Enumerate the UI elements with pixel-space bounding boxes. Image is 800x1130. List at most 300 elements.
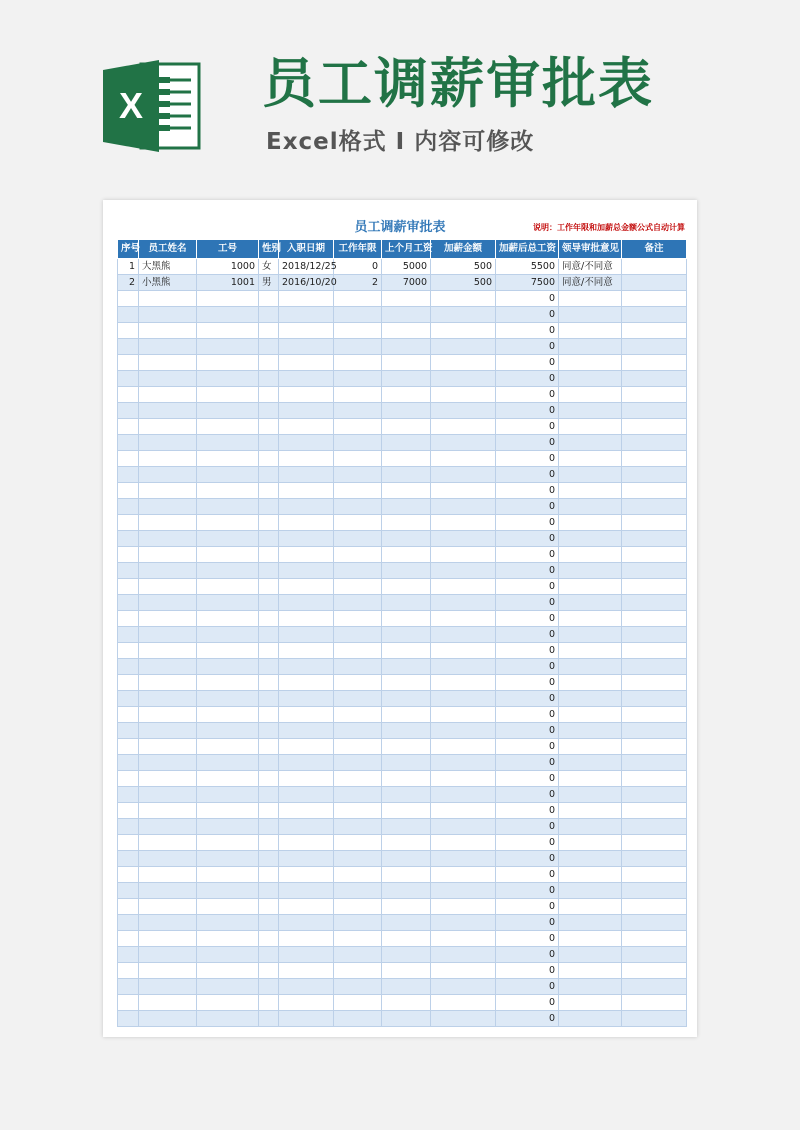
cell-name[interactable]	[139, 595, 197, 611]
cell-gender[interactable]	[259, 867, 279, 883]
cell-raise[interactable]	[431, 979, 496, 995]
cell-employee-id[interactable]	[197, 963, 259, 979]
cell-last-salary[interactable]	[382, 419, 431, 435]
col-header-index[interactable]: 序号	[118, 240, 139, 259]
cell-index[interactable]	[118, 627, 139, 643]
cell-years[interactable]	[334, 515, 382, 531]
cell-approval[interactable]	[559, 451, 622, 467]
cell-years[interactable]	[334, 819, 382, 835]
cell-gender[interactable]	[259, 963, 279, 979]
cell-new-salary[interactable]: 0	[496, 931, 559, 947]
cell-new-salary[interactable]: 0	[496, 323, 559, 339]
cell-employee-id[interactable]	[197, 947, 259, 963]
cell-remarks[interactable]	[622, 771, 687, 787]
cell-years[interactable]	[334, 483, 382, 499]
cell-remarks[interactable]	[622, 979, 687, 995]
cell-remarks[interactable]	[622, 803, 687, 819]
cell-new-salary[interactable]: 0	[496, 803, 559, 819]
cell-gender[interactable]	[259, 755, 279, 771]
cell-last-salary[interactable]	[382, 339, 431, 355]
cell-employee-id[interactable]	[197, 835, 259, 851]
cell-employee-id[interactable]	[197, 435, 259, 451]
cell-raise[interactable]	[431, 499, 496, 515]
cell-name[interactable]	[139, 355, 197, 371]
cell-raise[interactable]	[431, 787, 496, 803]
cell-name[interactable]	[139, 723, 197, 739]
cell-name[interactable]	[139, 579, 197, 595]
cell-years[interactable]	[334, 851, 382, 867]
cell-last-salary[interactable]	[382, 483, 431, 499]
cell-remarks[interactable]	[622, 467, 687, 483]
cell-index[interactable]	[118, 499, 139, 515]
cell-name[interactable]	[139, 499, 197, 515]
cell-approval[interactable]	[559, 403, 622, 419]
cell-gender[interactable]	[259, 723, 279, 739]
cell-hire-date[interactable]	[279, 899, 334, 915]
cell-name[interactable]	[139, 755, 197, 771]
cell-years[interactable]	[334, 675, 382, 691]
cell-years[interactable]	[334, 1011, 382, 1027]
cell-gender[interactable]	[259, 1011, 279, 1027]
cell-employee-id[interactable]	[197, 1011, 259, 1027]
cell-approval[interactable]	[559, 947, 622, 963]
cell-hire-date[interactable]	[279, 339, 334, 355]
cell-index[interactable]	[118, 419, 139, 435]
cell-gender[interactable]	[259, 435, 279, 451]
cell-raise[interactable]	[431, 803, 496, 819]
cell-remarks[interactable]	[622, 739, 687, 755]
cell-approval[interactable]	[559, 787, 622, 803]
col-header-remarks[interactable]: 备注	[622, 240, 687, 259]
cell-name[interactable]	[139, 403, 197, 419]
cell-years[interactable]	[334, 691, 382, 707]
cell-employee-id[interactable]: 1000	[197, 259, 259, 275]
cell-hire-date[interactable]	[279, 691, 334, 707]
cell-name[interactable]	[139, 819, 197, 835]
cell-gender[interactable]	[259, 947, 279, 963]
cell-employee-id[interactable]	[197, 419, 259, 435]
cell-new-salary[interactable]: 0	[496, 691, 559, 707]
cell-approval[interactable]	[559, 755, 622, 771]
cell-approval[interactable]	[559, 739, 622, 755]
cell-last-salary[interactable]	[382, 531, 431, 547]
cell-remarks[interactable]	[622, 563, 687, 579]
cell-remarks[interactable]	[622, 915, 687, 931]
cell-years[interactable]	[334, 627, 382, 643]
cell-name[interactable]	[139, 931, 197, 947]
cell-name[interactable]	[139, 963, 197, 979]
cell-new-salary[interactable]: 0	[496, 899, 559, 915]
cell-employee-id[interactable]	[197, 899, 259, 915]
cell-raise[interactable]	[431, 291, 496, 307]
cell-years[interactable]	[334, 931, 382, 947]
cell-gender[interactable]	[259, 771, 279, 787]
cell-gender[interactable]	[259, 563, 279, 579]
col-header-name[interactable]: 员工姓名	[139, 240, 197, 259]
cell-raise[interactable]	[431, 771, 496, 787]
cell-name[interactable]: 大黑熊	[139, 259, 197, 275]
cell-remarks[interactable]	[622, 419, 687, 435]
cell-gender[interactable]	[259, 355, 279, 371]
cell-last-salary[interactable]	[382, 371, 431, 387]
cell-new-salary[interactable]: 0	[496, 531, 559, 547]
col-header-gender[interactable]: 性别	[259, 240, 279, 259]
cell-new-salary[interactable]: 0	[496, 595, 559, 611]
cell-last-salary[interactable]	[382, 787, 431, 803]
cell-index[interactable]	[118, 611, 139, 627]
cell-employee-id[interactable]	[197, 467, 259, 483]
cell-last-salary[interactable]	[382, 803, 431, 819]
cell-remarks[interactable]	[622, 499, 687, 515]
cell-years[interactable]: 0	[334, 259, 382, 275]
cell-years[interactable]	[334, 611, 382, 627]
cell-remarks[interactable]	[622, 307, 687, 323]
cell-new-salary[interactable]: 0	[496, 339, 559, 355]
cell-years[interactable]	[334, 883, 382, 899]
cell-remarks[interactable]	[622, 627, 687, 643]
cell-index[interactable]	[118, 835, 139, 851]
cell-gender[interactable]	[259, 787, 279, 803]
cell-approval[interactable]	[559, 643, 622, 659]
cell-years[interactable]	[334, 899, 382, 915]
cell-new-salary[interactable]: 0	[496, 451, 559, 467]
cell-index[interactable]	[118, 563, 139, 579]
cell-approval[interactable]	[559, 659, 622, 675]
cell-raise[interactable]	[431, 435, 496, 451]
cell-employee-id[interactable]	[197, 547, 259, 563]
cell-name[interactable]	[139, 451, 197, 467]
cell-approval[interactable]	[559, 355, 622, 371]
cell-hire-date[interactable]: 2016/10/20	[279, 275, 334, 291]
cell-remarks[interactable]	[622, 819, 687, 835]
cell-raise[interactable]: 500	[431, 259, 496, 275]
cell-gender[interactable]	[259, 995, 279, 1011]
cell-last-salary[interactable]	[382, 515, 431, 531]
cell-employee-id[interactable]	[197, 755, 259, 771]
cell-index[interactable]	[118, 979, 139, 995]
cell-approval[interactable]	[559, 531, 622, 547]
cell-raise[interactable]	[431, 819, 496, 835]
cell-new-salary[interactable]: 0	[496, 467, 559, 483]
cell-index[interactable]	[118, 867, 139, 883]
cell-last-salary[interactable]	[382, 739, 431, 755]
cell-hire-date[interactable]	[279, 355, 334, 371]
cell-last-salary[interactable]	[382, 963, 431, 979]
cell-raise[interactable]	[431, 627, 496, 643]
cell-years[interactable]	[334, 707, 382, 723]
cell-raise[interactable]	[431, 835, 496, 851]
col-header-years[interactable]: 工作年限	[334, 240, 382, 259]
cell-raise[interactable]	[431, 371, 496, 387]
cell-index[interactable]	[118, 803, 139, 819]
cell-hire-date[interactable]	[279, 483, 334, 499]
cell-years[interactable]	[334, 339, 382, 355]
cell-new-salary[interactable]: 0	[496, 915, 559, 931]
cell-employee-id[interactable]	[197, 515, 259, 531]
cell-raise[interactable]	[431, 931, 496, 947]
cell-new-salary[interactable]: 0	[496, 707, 559, 723]
cell-last-salary[interactable]	[382, 675, 431, 691]
cell-hire-date[interactable]	[279, 291, 334, 307]
cell-new-salary[interactable]: 0	[496, 739, 559, 755]
cell-name[interactable]	[139, 771, 197, 787]
col-header-hire-date[interactable]: 入职日期	[279, 240, 334, 259]
cell-gender[interactable]: 女	[259, 259, 279, 275]
cell-raise[interactable]: 500	[431, 275, 496, 291]
cell-last-salary[interactable]	[382, 819, 431, 835]
cell-gender[interactable]	[259, 403, 279, 419]
cell-name[interactable]	[139, 435, 197, 451]
cell-raise[interactable]	[431, 707, 496, 723]
cell-new-salary[interactable]: 0	[496, 755, 559, 771]
cell-hire-date[interactable]	[279, 707, 334, 723]
cell-employee-id[interactable]	[197, 291, 259, 307]
cell-hire-date[interactable]	[279, 803, 334, 819]
cell-remarks[interactable]	[622, 483, 687, 499]
cell-years[interactable]	[334, 323, 382, 339]
cell-index[interactable]	[118, 707, 139, 723]
cell-remarks[interactable]	[622, 931, 687, 947]
cell-remarks[interactable]	[622, 1011, 687, 1027]
cell-years[interactable]	[334, 867, 382, 883]
cell-name[interactable]	[139, 627, 197, 643]
cell-years[interactable]	[334, 419, 382, 435]
cell-gender[interactable]	[259, 739, 279, 755]
cell-new-salary[interactable]: 0	[496, 851, 559, 867]
cell-years[interactable]	[334, 547, 382, 563]
cell-employee-id[interactable]	[197, 851, 259, 867]
cell-raise[interactable]	[431, 563, 496, 579]
cell-index[interactable]	[118, 915, 139, 931]
cell-remarks[interactable]	[622, 355, 687, 371]
cell-hire-date[interactable]	[279, 611, 334, 627]
cell-new-salary[interactable]: 0	[496, 675, 559, 691]
cell-name[interactable]	[139, 515, 197, 531]
cell-index[interactable]	[118, 579, 139, 595]
cell-new-salary[interactable]: 0	[496, 883, 559, 899]
cell-remarks[interactable]	[622, 259, 687, 275]
cell-raise[interactable]	[431, 451, 496, 467]
cell-approval[interactable]	[559, 691, 622, 707]
cell-raise[interactable]	[431, 387, 496, 403]
cell-years[interactable]: 2	[334, 275, 382, 291]
cell-new-salary[interactable]: 0	[496, 659, 559, 675]
cell-remarks[interactable]	[622, 611, 687, 627]
cell-name[interactable]	[139, 467, 197, 483]
cell-employee-id[interactable]	[197, 595, 259, 611]
cell-employee-id[interactable]	[197, 611, 259, 627]
cell-years[interactable]	[334, 435, 382, 451]
cell-employee-id[interactable]	[197, 707, 259, 723]
cell-last-salary[interactable]	[382, 595, 431, 611]
cell-remarks[interactable]	[622, 275, 687, 291]
cell-last-salary[interactable]	[382, 691, 431, 707]
cell-raise[interactable]	[431, 755, 496, 771]
cell-new-salary[interactable]: 0	[496, 307, 559, 323]
cell-hire-date[interactable]	[279, 467, 334, 483]
cell-years[interactable]	[334, 835, 382, 851]
cell-hire-date[interactable]: 2018/12/25	[279, 259, 334, 275]
cell-approval[interactable]	[559, 547, 622, 563]
cell-remarks[interactable]	[622, 515, 687, 531]
cell-index[interactable]	[118, 995, 139, 1011]
cell-name[interactable]	[139, 691, 197, 707]
cell-gender[interactable]	[259, 707, 279, 723]
cell-index[interactable]	[118, 739, 139, 755]
cell-new-salary[interactable]: 0	[496, 579, 559, 595]
cell-hire-date[interactable]	[279, 451, 334, 467]
cell-raise[interactable]	[431, 739, 496, 755]
cell-approval[interactable]	[559, 579, 622, 595]
cell-raise[interactable]	[431, 595, 496, 611]
cell-hire-date[interactable]	[279, 867, 334, 883]
cell-employee-id[interactable]	[197, 787, 259, 803]
cell-raise[interactable]	[431, 323, 496, 339]
cell-last-salary[interactable]	[382, 611, 431, 627]
cell-employee-id[interactable]	[197, 579, 259, 595]
cell-years[interactable]	[334, 659, 382, 675]
cell-gender[interactable]	[259, 851, 279, 867]
cell-hire-date[interactable]	[279, 1011, 334, 1027]
cell-years[interactable]	[334, 915, 382, 931]
cell-name[interactable]	[139, 835, 197, 851]
cell-approval[interactable]	[559, 931, 622, 947]
cell-years[interactable]	[334, 947, 382, 963]
cell-new-salary[interactable]: 0	[496, 787, 559, 803]
cell-employee-id[interactable]	[197, 915, 259, 931]
cell-years[interactable]	[334, 979, 382, 995]
cell-index[interactable]	[118, 483, 139, 499]
cell-index[interactable]	[118, 931, 139, 947]
cell-employee-id[interactable]	[197, 387, 259, 403]
cell-raise[interactable]	[431, 355, 496, 371]
cell-remarks[interactable]	[622, 659, 687, 675]
cell-years[interactable]	[334, 451, 382, 467]
cell-years[interactable]	[334, 291, 382, 307]
cell-approval[interactable]	[559, 851, 622, 867]
cell-name[interactable]	[139, 899, 197, 915]
cell-new-salary[interactable]: 0	[496, 547, 559, 563]
cell-new-salary[interactable]: 0	[496, 611, 559, 627]
cell-new-salary[interactable]: 0	[496, 355, 559, 371]
cell-name[interactable]	[139, 659, 197, 675]
col-header-approval[interactable]: 领导审批意见	[559, 240, 622, 259]
cell-hire-date[interactable]	[279, 387, 334, 403]
cell-raise[interactable]	[431, 307, 496, 323]
cell-hire-date[interactable]	[279, 307, 334, 323]
cell-gender[interactable]	[259, 803, 279, 819]
cell-gender[interactable]	[259, 979, 279, 995]
cell-gender[interactable]	[259, 323, 279, 339]
cell-raise[interactable]	[431, 419, 496, 435]
cell-name[interactable]	[139, 675, 197, 691]
cell-name[interactable]	[139, 979, 197, 995]
cell-raise[interactable]	[431, 515, 496, 531]
cell-approval[interactable]	[559, 323, 622, 339]
cell-index[interactable]	[118, 467, 139, 483]
cell-index[interactable]: 1	[118, 259, 139, 275]
cell-hire-date[interactable]	[279, 547, 334, 563]
cell-remarks[interactable]	[622, 371, 687, 387]
cell-last-salary[interactable]	[382, 851, 431, 867]
cell-hire-date[interactable]	[279, 787, 334, 803]
cell-employee-id[interactable]	[197, 499, 259, 515]
cell-gender[interactable]	[259, 291, 279, 307]
cell-gender[interactable]	[259, 899, 279, 915]
cell-index[interactable]: 2	[118, 275, 139, 291]
cell-years[interactable]	[334, 387, 382, 403]
cell-gender[interactable]	[259, 451, 279, 467]
cell-years[interactable]	[334, 563, 382, 579]
cell-employee-id[interactable]	[197, 659, 259, 675]
cell-gender[interactable]	[259, 579, 279, 595]
cell-index[interactable]	[118, 723, 139, 739]
cell-new-salary[interactable]: 0	[496, 835, 559, 851]
cell-employee-id[interactable]	[197, 531, 259, 547]
col-header-last-salary[interactable]: 上个月工资	[382, 240, 431, 259]
cell-gender[interactable]	[259, 931, 279, 947]
cell-approval[interactable]	[559, 563, 622, 579]
cell-approval[interactable]	[559, 723, 622, 739]
cell-last-salary[interactable]	[382, 323, 431, 339]
cell-approval[interactable]	[559, 339, 622, 355]
cell-last-salary[interactable]	[382, 771, 431, 787]
cell-employee-id[interactable]	[197, 403, 259, 419]
cell-approval[interactable]: 同意/不同意	[559, 259, 622, 275]
cell-hire-date[interactable]	[279, 595, 334, 611]
cell-gender[interactable]	[259, 467, 279, 483]
cell-name[interactable]	[139, 803, 197, 819]
cell-name[interactable]	[139, 339, 197, 355]
cell-approval[interactable]: 同意/不同意	[559, 275, 622, 291]
cell-remarks[interactable]	[622, 547, 687, 563]
cell-gender[interactable]	[259, 419, 279, 435]
cell-hire-date[interactable]	[279, 515, 334, 531]
cell-last-salary[interactable]	[382, 499, 431, 515]
cell-approval[interactable]	[559, 515, 622, 531]
cell-raise[interactable]	[431, 851, 496, 867]
cell-years[interactable]	[334, 963, 382, 979]
cell-gender[interactable]	[259, 819, 279, 835]
cell-approval[interactable]	[559, 835, 622, 851]
cell-new-salary[interactable]: 0	[496, 819, 559, 835]
cell-gender[interactable]	[259, 627, 279, 643]
cell-employee-id[interactable]	[197, 643, 259, 659]
cell-hire-date[interactable]	[279, 659, 334, 675]
cell-employee-id[interactable]	[197, 931, 259, 947]
cell-last-salary[interactable]	[382, 899, 431, 915]
cell-new-salary[interactable]: 7500	[496, 275, 559, 291]
cell-gender[interactable]	[259, 643, 279, 659]
cell-years[interactable]	[334, 995, 382, 1011]
cell-hire-date[interactable]	[279, 995, 334, 1011]
cell-new-salary[interactable]: 5500	[496, 259, 559, 275]
cell-approval[interactable]	[559, 915, 622, 931]
cell-last-salary[interactable]	[382, 435, 431, 451]
cell-employee-id[interactable]	[197, 339, 259, 355]
cell-hire-date[interactable]	[279, 723, 334, 739]
cell-remarks[interactable]	[622, 691, 687, 707]
cell-hire-date[interactable]	[279, 531, 334, 547]
cell-index[interactable]	[118, 883, 139, 899]
cell-gender[interactable]	[259, 483, 279, 499]
cell-name[interactable]	[139, 547, 197, 563]
cell-hire-date[interactable]	[279, 563, 334, 579]
cell-remarks[interactable]	[622, 707, 687, 723]
cell-index[interactable]	[118, 755, 139, 771]
cell-approval[interactable]	[559, 307, 622, 323]
cell-employee-id[interactable]	[197, 563, 259, 579]
